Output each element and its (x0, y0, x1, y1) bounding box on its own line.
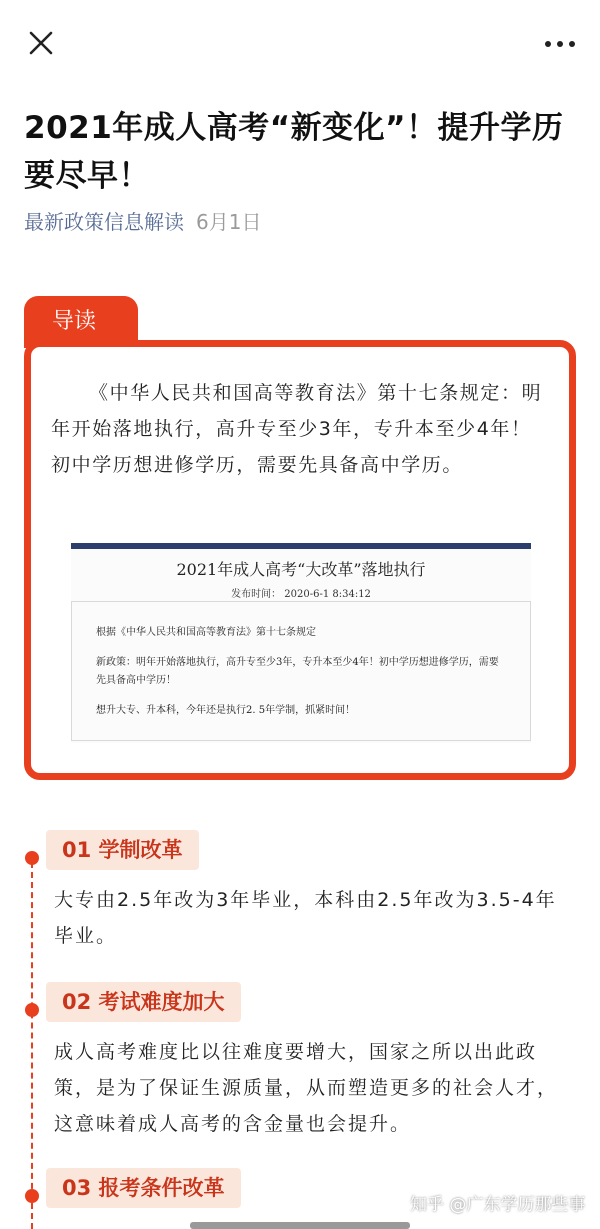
timeline-dot (25, 1003, 39, 1017)
section-body-1: 大专由2.5年改为3年毕业，本科由2.5年改为3.5-4年毕业。 (54, 889, 557, 947)
doc-time: 发布时间： 2020-6-1 8:34:12 (231, 589, 371, 600)
close-icon (26, 28, 56, 58)
embedded-document-image (71, 543, 531, 743)
article-meta (24, 206, 261, 235)
doc-title: 2021年成人高考“大改革”落地执行 (176, 560, 426, 579)
doc-paragraph-3: 想升大专、升本科，今年还是执行2. 5年学制，抓紧时间！ (96, 705, 356, 716)
article-title: 2021年成人高考“新变化”！提升学历要尽早！ (24, 110, 564, 194)
watermark: 知乎 @广东学历那些事 (410, 1195, 586, 1215)
timeline-dot (25, 851, 39, 865)
guide-box (24, 340, 576, 780)
section-badge-1: 01 学制改革 (46, 830, 199, 870)
doc-paragraph-1: 根据《中华人民共和国高等教育法》第十七条规定 (96, 627, 316, 638)
timeline-line (31, 862, 33, 1229)
more-dots-icon (540, 34, 580, 54)
doc-paragraph-2: 新政策：明年开始落地执行，高升专至少3年，专升本至少4年！初中学历想进修学历，需要先具备高中学历！ (96, 657, 499, 686)
more-button[interactable] (540, 34, 580, 54)
doc-frame (71, 601, 531, 741)
section-badge-2: 02 考试难度加大 (46, 982, 241, 1022)
top-bar (0, 0, 600, 88)
guide-tab: 导读 (24, 296, 138, 348)
author-link[interactable]: 最新政策信息解读 (24, 210, 184, 234)
section-body-2: 成人高考难度比以往难度要增大，国家之所以出此政策，是为了保证生源质量，从而塑造更多的社会人才，这意味着成人高考的含金量也会提升。 (54, 1041, 559, 1135)
doc-header-bar (71, 543, 531, 549)
timeline-dot (25, 1189, 39, 1203)
publish-date: 6月1日 (196, 210, 262, 234)
cut-off-content (190, 1222, 410, 1229)
close-button[interactable] (26, 28, 56, 58)
section-badge-3: 03 报考条件改革 (46, 1168, 241, 1208)
guide-text: 《中华人民共和国高等教育法》第十七条规定：明年开始落地执行，高升专至少3年，专升本至少4年！初中学历想进修学历，需要先具备高中学历。 (51, 382, 543, 476)
